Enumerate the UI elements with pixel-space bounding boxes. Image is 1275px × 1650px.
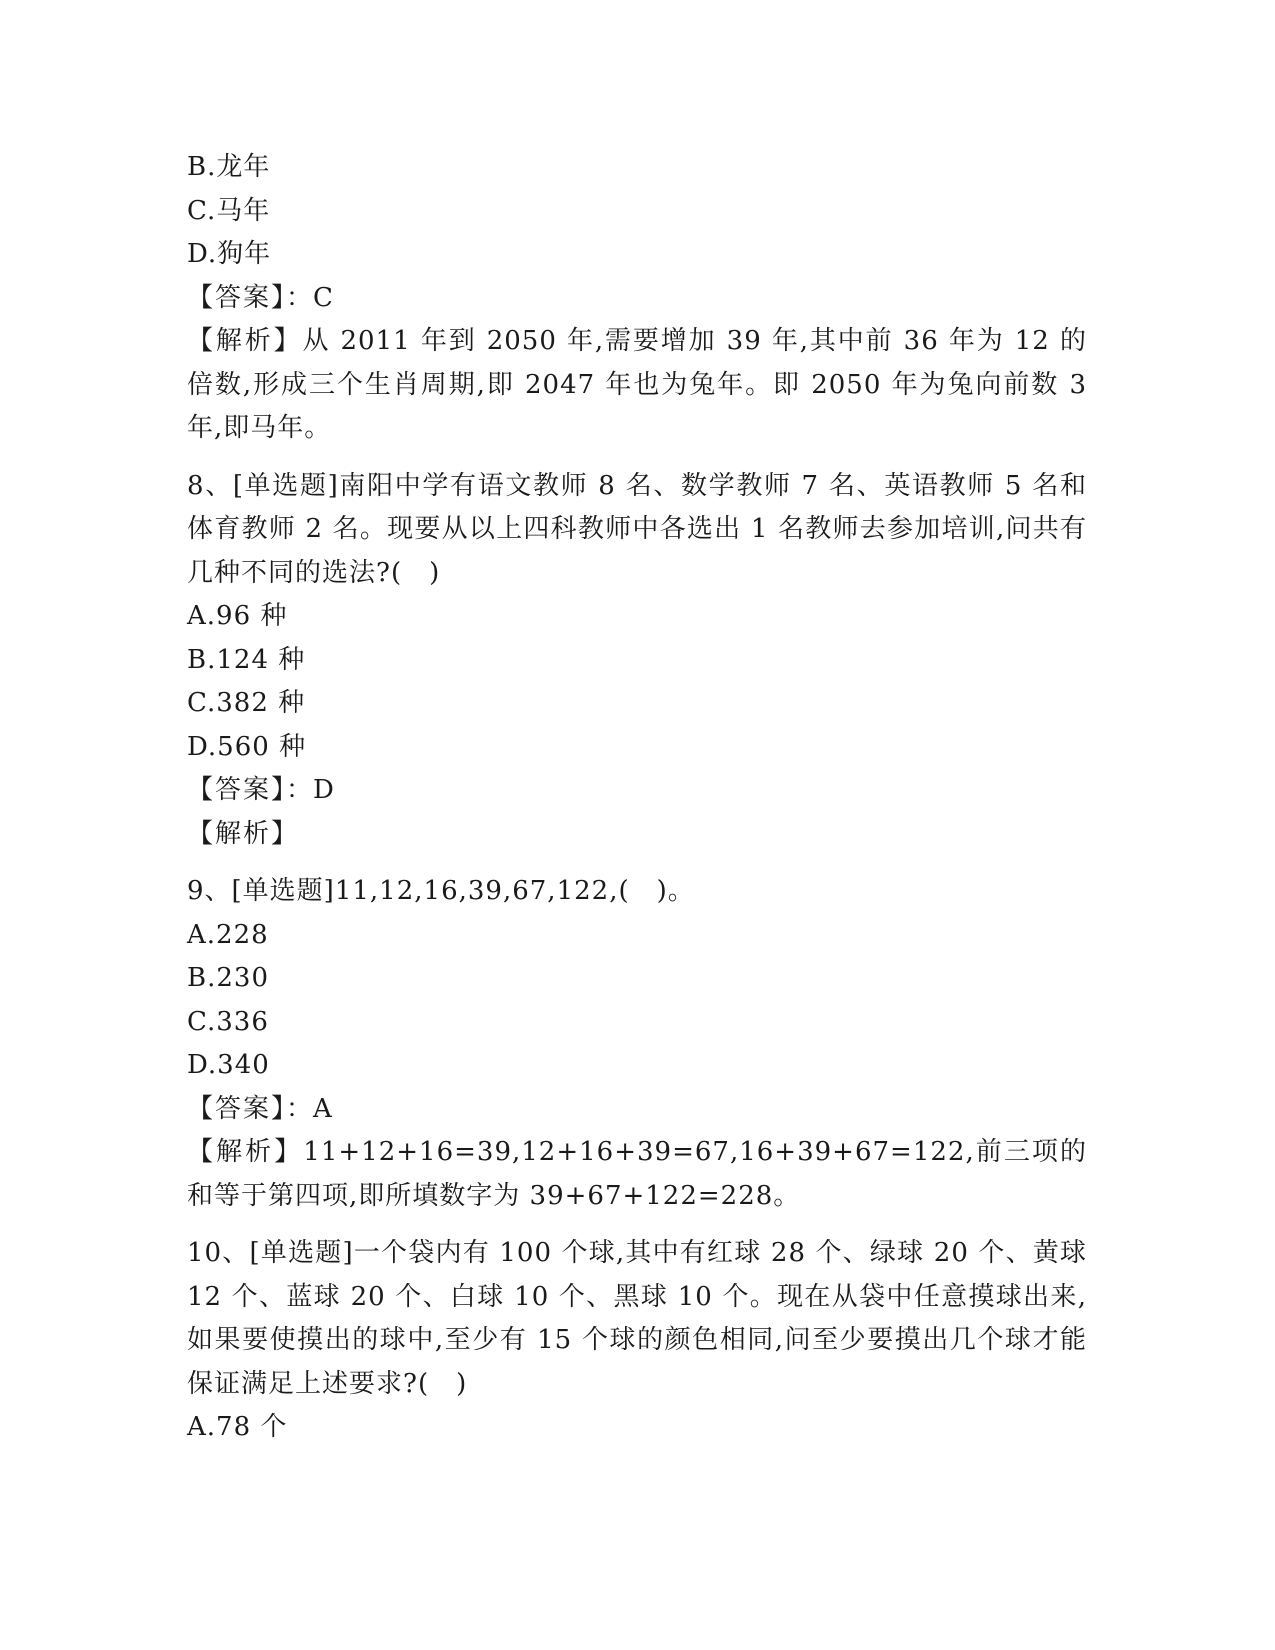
question-stem: 8、[单选题]南阳中学有语文教师 8 名、数学教师 7 名、英语教师 5 名和体育教师 2 名。现要从以上四科教师中各选出 1 名教师去参加培训,问共有几种不同的选法?( )	[187, 470, 1087, 588]
answer-separator: ：	[286, 282, 314, 313]
question-stem: 9、[单选题]11,12,16,39,67,122,( )。	[187, 876, 695, 906]
analysis-label: 【解析】	[187, 1137, 304, 1167]
question-10	[187, 1232, 1087, 1450]
option-d: D.340	[187, 1050, 270, 1080]
answer-line	[187, 1088, 1087, 1132]
question-7-tail	[187, 146, 1087, 451]
option-b: B.124 种	[187, 644, 306, 675]
analysis-label: 【解析】	[187, 326, 303, 356]
analysis-line	[187, 813, 1087, 857]
option-d: D.狗年	[187, 239, 272, 269]
question-stem: 10、[单选题]一个袋内有 100 个球,其中有红球 28 个、绿球 20 个、黄球 12 个、蓝球 20 个、白球 10 个、黑球 10 个。现在从袋中任意摸球出来,如果要使摸出的球中,至少有 15 个球的颜色相同,问至少要摸出几个球才能保证满足上述要求?( )	[187, 1238, 1087, 1399]
question-8	[187, 465, 1087, 857]
analysis-line	[187, 1131, 1087, 1218]
option-b: B.230	[187, 963, 269, 993]
answer-line	[187, 277, 1087, 321]
document-page	[187, 146, 1087, 1450]
answer-value: D	[313, 775, 335, 805]
option-b: B.龙年	[187, 152, 271, 182]
analysis-line	[187, 320, 1087, 451]
analysis-label: 【解析】	[187, 818, 300, 849]
option-c: C.马年	[187, 195, 271, 226]
option-a: A.228	[187, 919, 269, 950]
question-9	[187, 870, 1087, 1218]
answer-value: C	[313, 282, 334, 313]
answer-separator: ：	[286, 1093, 314, 1124]
analysis-text: 从 2011 年到 2050 年,需要增加 39 年,其中前 36 年为 12 的倍数,形成三个生肖周期,即 2047 年也为兔年。即 2050 年为兔向前数 3 年,即马年。	[187, 326, 1087, 443]
option-c: C.382 种	[187, 688, 306, 718]
option-c: C.336	[187, 1006, 269, 1037]
option-a: A.78 个	[187, 1412, 288, 1442]
option-d: D.560 种	[187, 731, 307, 762]
answer-line	[187, 769, 1087, 813]
answer-label: 【答案】	[187, 775, 287, 805]
answer-separator: ：	[286, 775, 314, 805]
option-a: A.96 种	[187, 601, 288, 631]
answer-value: A	[313, 1093, 333, 1124]
analysis-text: 11+12+16=39,12+16+39=67,16+39+67=122,前三项的和等于第四项,即所填数字为 39+67+122=228。	[187, 1137, 1087, 1211]
answer-label: 【答案】	[187, 1093, 287, 1124]
answer-label: 【答案】	[187, 282, 287, 313]
